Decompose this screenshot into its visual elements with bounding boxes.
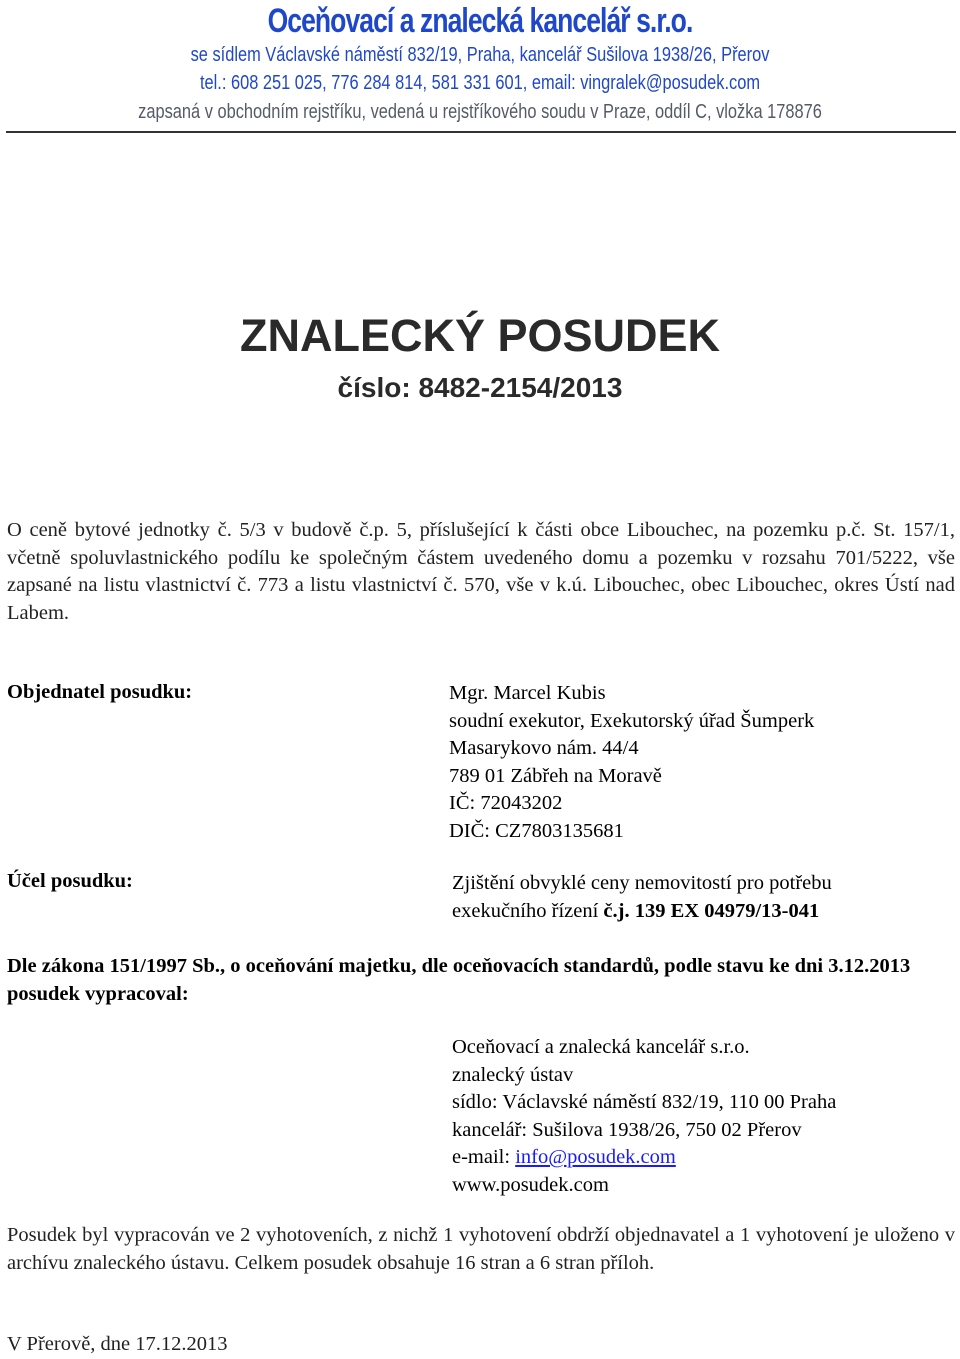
author-office: kancelář: Sušilova 1938/26, 750 02 Přerov	[452, 1118, 802, 1141]
intro-paragraph: O ceně bytové jednotky č. 5/3 v budově č.p. 5, příslušející k části obce Libouchec, na pozemku p.č. St. 157/1, včetně spoluvlastnického podílu ke společným částem uvedeného domu a pozemku v rozsahu 701/5222, vše zapsané na listu vlastnictví č. 773 a listu vlastnictví č. 570, vše v k.ú. Libouchec, obec Libouchec, okres Ústí nad Labem.	[7, 519, 955, 624]
header-contacts: tel.: 608 251 025, 776 284 814, 581 331 601, email: vingralek@posudek.com	[199, 72, 761, 94]
author-seat: sídlo: Václavské náměstí 832/19, 110 00 Praha	[452, 1091, 837, 1113]
company-name: Oceňovací a znalecká kancelář s.r.o.	[267, 2, 693, 40]
purpose-block	[452, 870, 952, 925]
client-line: DIČ: CZ7803135681	[449, 819, 624, 842]
document-title: ZNALECKÝ POSUDEK	[239, 310, 721, 361]
client-line: IČ: 72043202	[449, 792, 563, 814]
client-line: soudní exekutor, Exekutorský úřad Šumperk	[449, 709, 815, 732]
author-web: www.posudek.com	[452, 1173, 609, 1196]
client-label: Objednatel posudku:	[7, 681, 193, 703]
document-date: V Přerově, dne 17.12.2013	[7, 1333, 228, 1355]
document-number: číslo: 8482-2154/2013	[337, 372, 623, 403]
author-email-line	[452, 1144, 952, 1172]
case-number: č.j. 139 EX 04979/13-041	[603, 899, 820, 922]
client-line: Masarykovo nám. 44/4	[449, 737, 639, 759]
client-line: Mgr. Marcel Kubis	[449, 682, 606, 704]
purpose-line	[452, 898, 952, 926]
email-label: e-mail:	[452, 1146, 516, 1168]
client-line: 789 01 Zábřeh na Moravě	[449, 764, 662, 787]
email-link[interactable]: info@posudek.com	[515, 1146, 676, 1168]
header-address: se sídlem Václavské náměstí 832/19, Praha, kancelář Sušilova 1938/26, Přerov	[190, 44, 770, 66]
law-statement: Dle zákona 151/1997 Sb., o oceňování majetku, dle oceňovacích standardů, podle stavu ke dni 3.12.2013 posudek vypracoval:	[7, 955, 911, 1005]
author-company: Oceňovací a znalecká kancelář s.r.o.	[452, 1036, 750, 1058]
client-block	[449, 680, 949, 845]
purpose-label: Účel posudku:	[7, 870, 133, 892]
author-block	[452, 1034, 952, 1199]
purpose-plain: exekučního řízení	[452, 899, 604, 922]
author-type: znalecký ústav	[452, 1063, 574, 1086]
header-divider	[6, 131, 956, 133]
purpose-line: Zjištění obvyklé ceny nemovitostí pro potřebu	[452, 872, 832, 894]
closing-paragraph: Posudek byl vypracován ve 2 vyhotoveních, z nichž 1 vyhotovení obdrží objednavatel a 1 vyhotovení je uloženo v archívu znaleckého ústavu. Celkem posudek obsahuje 16 stran a 6 stran příloh.	[7, 1224, 955, 1274]
header-registry: zapsaná v obchodním rejstříku, vedená u rejstříkového soudu v Praze, oddíl C, vložka 178876	[138, 101, 822, 123]
